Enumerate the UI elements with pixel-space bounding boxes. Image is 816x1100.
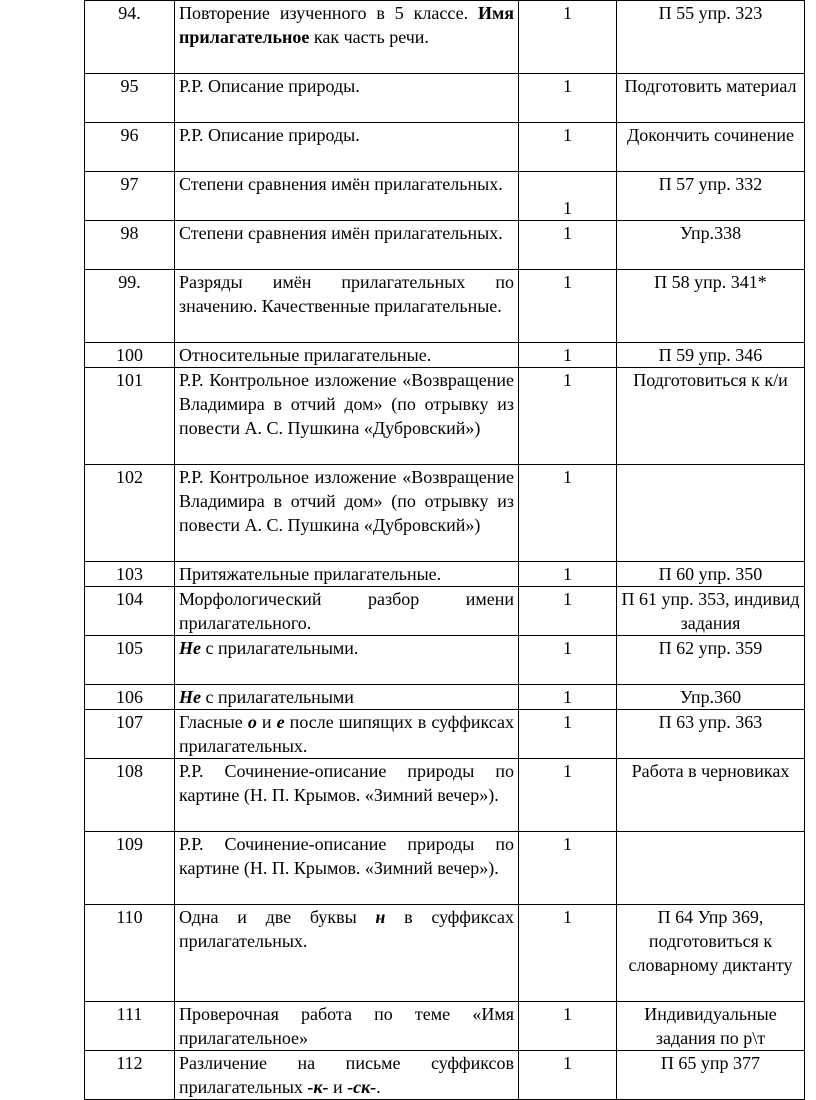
table-row bbox=[85, 172, 805, 221]
lesson-hours: 1 bbox=[519, 123, 617, 172]
lesson-number: 100 bbox=[85, 343, 175, 368]
table-row bbox=[85, 123, 805, 172]
table-row bbox=[85, 465, 805, 562]
table-row bbox=[85, 343, 805, 368]
lesson-hours: 1 bbox=[519, 172, 617, 221]
lesson-homework: П 57 упр. 332 bbox=[617, 172, 805, 221]
lesson-number: 103 bbox=[85, 562, 175, 587]
lesson-hours: 1 bbox=[519, 221, 617, 270]
lesson-number: 95 bbox=[85, 74, 175, 123]
table-row bbox=[85, 1002, 805, 1051]
lesson-homework: П 65 упр 377 bbox=[617, 1051, 805, 1100]
lesson-number: 99. bbox=[85, 270, 175, 343]
lesson-hours: 1 bbox=[519, 1002, 617, 1051]
lesson-hours: 1 bbox=[519, 74, 617, 123]
lesson-topic: Проверочная работа по теме «Имя прилагательное» bbox=[175, 1002, 519, 1051]
table-row bbox=[85, 368, 805, 465]
lesson-number: 111 bbox=[85, 1002, 175, 1051]
lesson-topic: Не с прилагательными. bbox=[175, 636, 519, 685]
lesson-homework: П 63 упр. 363 bbox=[617, 710, 805, 759]
lesson-topic: Не с прилагательными bbox=[175, 685, 519, 710]
lesson-number: 112 bbox=[85, 1051, 175, 1100]
lesson-topic: Степени сравнения имён прилагательных. bbox=[175, 221, 519, 270]
lesson-homework: П 62 упр. 359 bbox=[617, 636, 805, 685]
lesson-hours: 1 bbox=[519, 710, 617, 759]
lesson-homework: Упр.338 bbox=[617, 221, 805, 270]
lesson-homework: П 58 упр. 341* bbox=[617, 270, 805, 343]
lesson-homework bbox=[617, 465, 805, 562]
lesson-homework bbox=[617, 832, 805, 905]
lesson-hours: 1 bbox=[519, 685, 617, 710]
lesson-topic: Притяжательные прилагательные. bbox=[175, 562, 519, 587]
lesson-homework: Докончить сочинение bbox=[617, 123, 805, 172]
lesson-topic: Р.Р. Сочинение-описание природы по картине (Н. П. Крымов. «Зимний вечер»). bbox=[175, 759, 519, 832]
table-row bbox=[85, 1051, 805, 1100]
lesson-hours: 1 bbox=[519, 636, 617, 685]
table-row bbox=[85, 759, 805, 832]
table-row bbox=[85, 710, 805, 759]
lesson-topic: Повторение изученного в 5 классе. Имя прилагательное как часть речи. bbox=[175, 1, 519, 74]
lesson-number: 110 bbox=[85, 905, 175, 1002]
lesson-number: 106 bbox=[85, 685, 175, 710]
lesson-topic: Относительные прилагательные. bbox=[175, 343, 519, 368]
table-row bbox=[85, 221, 805, 270]
table-row bbox=[85, 832, 805, 905]
lesson-homework: П 60 упр. 350 bbox=[617, 562, 805, 587]
lesson-homework: П 59 упр. 346 bbox=[617, 343, 805, 368]
table-row bbox=[85, 270, 805, 343]
table-row bbox=[85, 636, 805, 685]
table-row bbox=[85, 1, 805, 74]
lesson-homework: Индивидуальные задания по р\т bbox=[617, 1002, 805, 1051]
lesson-topic: Различение на письме суффиксов прилагательных -к- и -ск-. bbox=[175, 1051, 519, 1100]
lesson-hours: 1 bbox=[519, 562, 617, 587]
lesson-topic: Разряды имён прилагательных по значению. Качественные прилагательные. bbox=[175, 270, 519, 343]
lesson-number: 107 bbox=[85, 710, 175, 759]
lesson-number: 97 bbox=[85, 172, 175, 221]
lesson-number: 109 bbox=[85, 832, 175, 905]
table-row bbox=[85, 562, 805, 587]
lesson-hours: 1 bbox=[519, 1, 617, 74]
lesson-homework: П 55 упр. 323 bbox=[617, 1, 805, 74]
lesson-number: 102 bbox=[85, 465, 175, 562]
lesson-homework: Работа в черновиках bbox=[617, 759, 805, 832]
lesson-hours: 1 bbox=[519, 905, 617, 1002]
lesson-number: 96 bbox=[85, 123, 175, 172]
lesson-number: 104 bbox=[85, 587, 175, 636]
lesson-homework: Упр.360 bbox=[617, 685, 805, 710]
lesson-number: 98 bbox=[85, 221, 175, 270]
lesson-topic: Р.Р. Описание природы. bbox=[175, 123, 519, 172]
lesson-topic: Одна и две буквы н в суффиксах прилагательных. bbox=[175, 905, 519, 1002]
table-row bbox=[85, 685, 805, 710]
lesson-hours: 1 bbox=[519, 832, 617, 905]
lesson-hours: 1 bbox=[519, 343, 617, 368]
lesson-hours: 1 bbox=[519, 368, 617, 465]
lesson-hours: 1 bbox=[519, 1051, 617, 1100]
lesson-topic: Р.Р. Сочинение-описание природы по картине (Н. П. Крымов. «Зимний вечер»). bbox=[175, 832, 519, 905]
table-row bbox=[85, 905, 805, 1002]
lesson-topic: Морфологический разбор имени прилагательного. bbox=[175, 587, 519, 636]
lesson-homework: Подготовить материал bbox=[617, 74, 805, 123]
lesson-number: 105 bbox=[85, 636, 175, 685]
lesson-homework: Подготовиться к к/и bbox=[617, 368, 805, 465]
lesson-hours: 1 bbox=[519, 759, 617, 832]
table-row bbox=[85, 74, 805, 123]
lesson-homework: П 64 Упр 369, подготовиться к словарному диктанту bbox=[617, 905, 805, 1002]
lesson-number: 108 bbox=[85, 759, 175, 832]
lesson-number: 94. bbox=[85, 1, 175, 74]
lesson-number: 101 bbox=[85, 368, 175, 465]
lesson-topic: Степени сравнения имён прилагательных. bbox=[175, 172, 519, 221]
lesson-hours: 1 bbox=[519, 465, 617, 562]
lesson-plan-table bbox=[84, 0, 805, 1100]
lesson-topic: Р.Р. Описание природы. bbox=[175, 74, 519, 123]
lesson-homework: П 61 упр. 353, индивид задания bbox=[617, 587, 805, 636]
table-row bbox=[85, 587, 805, 636]
lesson-topic: Р.Р. Контрольное изложение «Возвращение Владимира в отчий дом» (по отрывку из повести А. С. Пушкина «Дубровский») bbox=[175, 465, 519, 562]
lesson-hours: 1 bbox=[519, 270, 617, 343]
lesson-hours: 1 bbox=[519, 587, 617, 636]
lesson-topic: Гласные о и е после шипящих в суффиксах прилагательных. bbox=[175, 710, 519, 759]
lesson-topic: Р.Р. Контрольное изложение «Возвращение Владимира в отчий дом» (по отрывку из повести А. С. Пушкина «Дубровский») bbox=[175, 368, 519, 465]
